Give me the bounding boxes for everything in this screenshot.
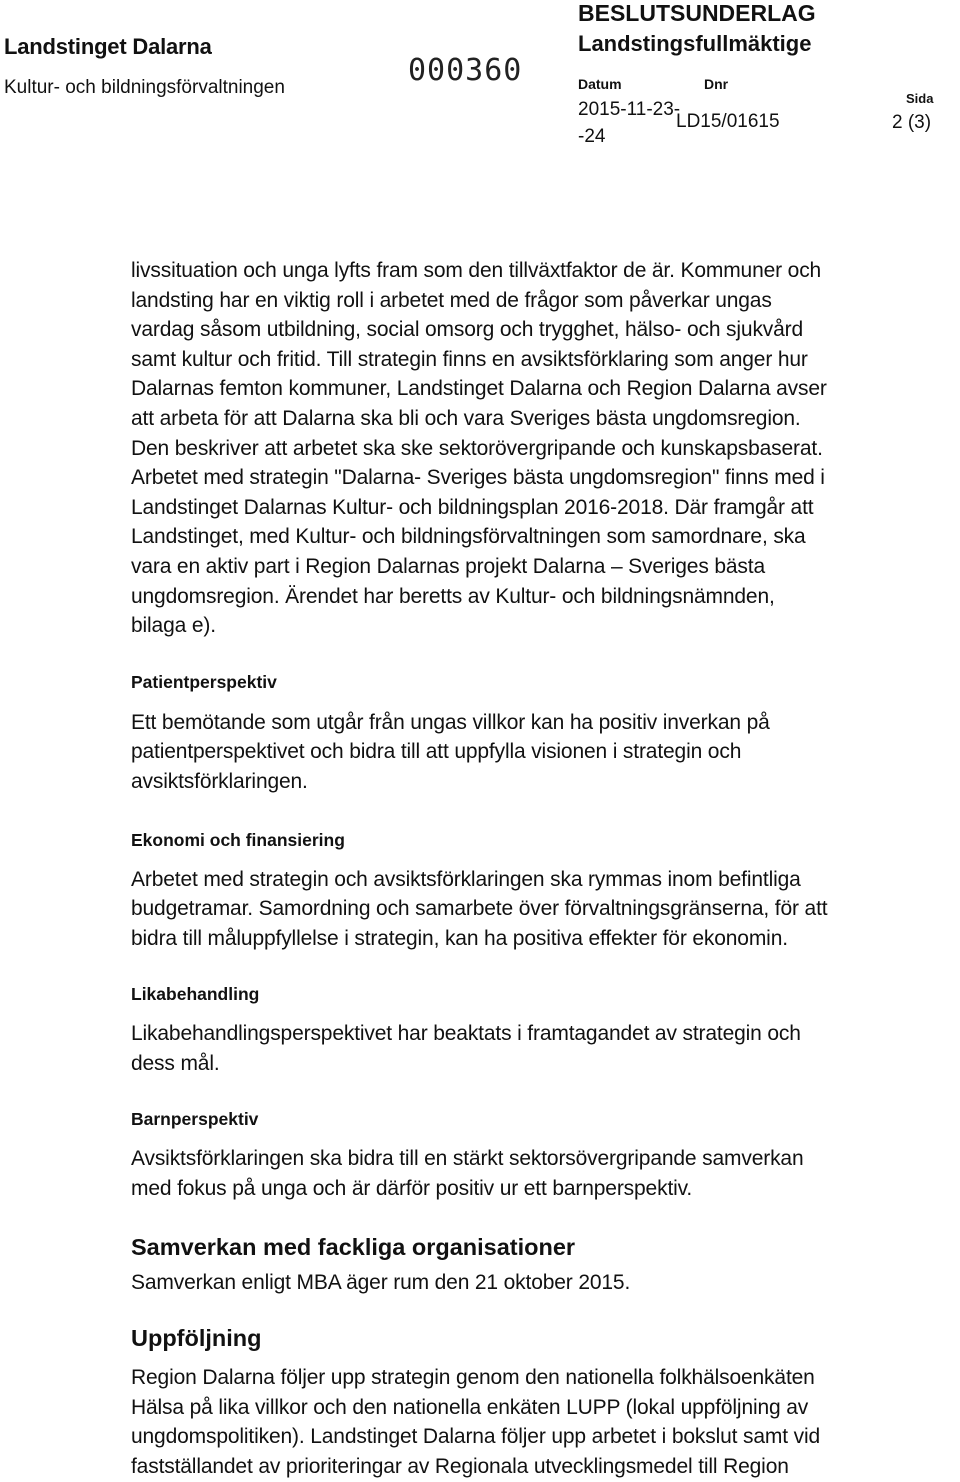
section-heading-children: Barnperspektiv [131, 1109, 259, 1130]
text-line: bidra till måluppfyllelse i strategin, kan ha positiva effekter för ekonomin. [131, 926, 788, 950]
date-label: Datum [578, 76, 622, 92]
text-line: Landstinget Dalarnas Kultur- och bildningsplan 2016-2018. Där framgår att [131, 495, 814, 519]
dnr-label: Dnr [704, 76, 729, 92]
page-label: Sida [906, 91, 934, 106]
handwritten-stamp-number: 000360 [408, 53, 523, 88]
text-line: Samverkan enligt MBA äger rum den 21 oktober 2015. [131, 1270, 631, 1294]
page-number: 2 (3) [892, 112, 932, 133]
section-heading-economy: Ekonomi och finansiering [131, 829, 345, 850]
text-line: samt kultur och fritid. Till strategin finns en avsiktsförklaring som anger hur [131, 347, 808, 371]
text-line: budgetramar. Samordning och samarbete över förvaltningsgränserna, för att [131, 897, 828, 921]
text-line: ungdomspolitiken). Landstinget Dalarna följer upp arbetet i bokslut samt vid [131, 1425, 820, 1449]
section-text-economy [131, 865, 960, 954]
text-line: livssituation och unga lyfts fram som den tillväxtfaktor de är. Kommuner och [131, 259, 822, 282]
text-line: vardag såsom utbildning, social omsorg och trygghet, hälso- och sjukvård [131, 318, 804, 342]
text-line: vara en aktiv part i Region Dalarnas projekt Dalarna – Sveriges bästa [131, 554, 765, 578]
date-value-line-1: 2015-11-23- [578, 99, 681, 120]
document-body [131, 256, 960, 1482]
text-line: Arbetet med strategin "Dalarna- Sveriges bästa ungdomsregion" finns med i [131, 466, 825, 490]
text-line: landsting har en viktig roll i arbetet med de frågor som påverkar ungas [131, 288, 772, 312]
organization-name: Landstinget Dalarna [4, 34, 212, 59]
text-line: fastställandet av prioriteringar av Regionala utvecklingsmedel till Region [131, 1455, 789, 1479]
dnr-value: LD15/01615 [676, 111, 780, 132]
text-line: Ett bemötande som utgår från ungas villkor kan ha positiv inverkan på [131, 710, 770, 734]
document-type: BESLUTSUNDERLAG [578, 0, 816, 26]
department-name: Kultur- och bildningsförvaltningen [4, 77, 285, 98]
text-line: ungdomsregion. Ärendet har beretts av Kultur- och bildningsnämnden, [131, 584, 775, 608]
date-value-line-2: -24 [578, 126, 606, 147]
text-line: Region Dalarna följer upp strategin genom den nationella folkhälsoenkäten [131, 1366, 815, 1390]
text-line: bilaga e). [131, 614, 216, 638]
text-line: Avsiktsförklaringen ska bidra till en stärkt sektorsövergripande samverkan [131, 1147, 804, 1171]
section-text-equality [131, 1019, 960, 1078]
section-text-unions [131, 1268, 960, 1298]
section-text-children [131, 1144, 960, 1203]
section-heading-followup: Uppföljning [131, 1325, 262, 1352]
text-line: Landstinget, med Kultur- och bildningsförvaltningen som samordnare, ska [131, 525, 806, 549]
text-line: patientperspektivet och bidra till att uppfylla visionen i strategin och [131, 740, 742, 764]
text-line: Hälsa på lika villkor och den nationella enkäten LUPP (lokal uppföljning av [131, 1395, 809, 1419]
text-line: dess mål. [131, 1051, 220, 1075]
text-line: Den beskriver att arbetet ska ske sektorövergripande och kunskapsbaserat. [131, 436, 823, 460]
text-line: Dalarnas femton kommuner, Landstinget Dalarna och Region Dalarna avser [131, 377, 827, 401]
section-heading-unions: Samverkan med fackliga organisationer [131, 1233, 576, 1260]
text-line: Arbetet med strategin och avsiktsförklaringen ska rymmas inom befintliga [131, 867, 801, 891]
section-heading-equality: Likabehandling [131, 984, 260, 1005]
text-line: avsiktsförklaringen. [131, 769, 308, 793]
text-line: med fokus på unga och är därför positiv ur ett barnperspektiv. [131, 1177, 693, 1201]
text-line: att arbeta för att Dalarna ska bli och vara Sveriges bästa ungdomsregion. [131, 406, 801, 430]
board-name: Landstingsfullmäktige [578, 31, 812, 56]
section-heading-patient: Patientperspektiv [131, 671, 277, 692]
text-line: Likabehandlingsperspektivet har beaktats i framtagandet av strategin och [131, 1022, 801, 1046]
section-text-patient [131, 708, 960, 797]
section-text-followup [131, 1363, 960, 1481]
intro-paragraph [131, 256, 960, 641]
